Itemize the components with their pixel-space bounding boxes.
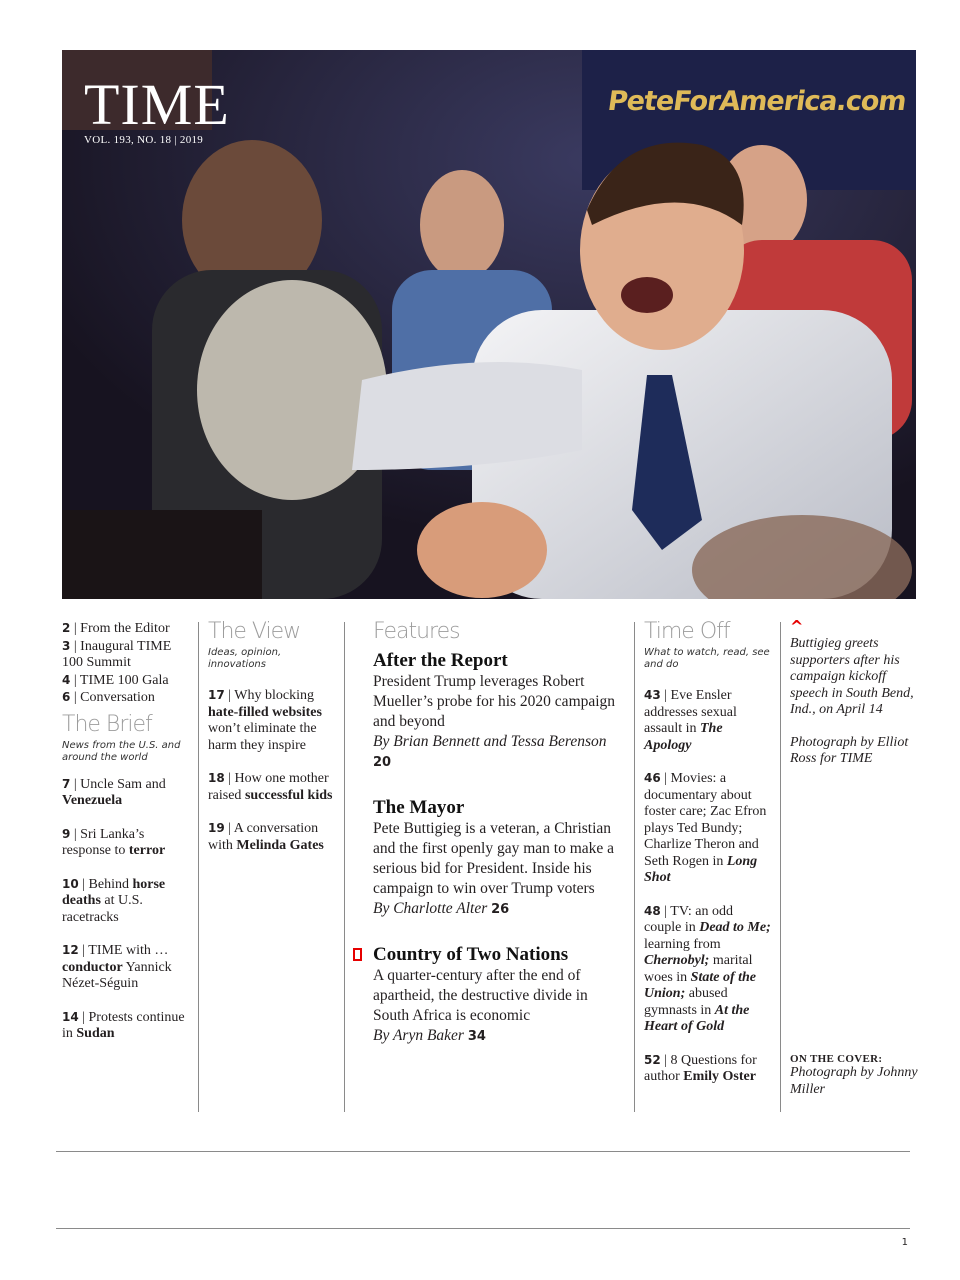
toc-item[interactable]: 6 | Conversation	[62, 690, 155, 705]
caret-up-icon: ^	[790, 617, 804, 636]
toc-item[interactable]: 14 | Protests continue in Sudan	[62, 1009, 185, 1041]
horizontal-rule	[56, 1151, 910, 1152]
toc-item[interactable]: 52 | 8 Questions for author Emily Oster	[644, 1052, 757, 1084]
cover-photo	[62, 50, 916, 599]
masthead	[84, 72, 230, 146]
section-subtitle-view: Ideas, opinion, innovations	[208, 647, 282, 670]
cover-heading: ON THE COVER:	[790, 1053, 883, 1065]
feature-page: 34	[467, 1029, 486, 1044]
toc-item[interactable]: 7 | Uncle Sam and Venezuela	[62, 776, 166, 808]
contents-features	[373, 620, 623, 1047]
cover-credit	[790, 1053, 920, 1098]
feature-dek: President Trump leverages Robert Mueller’s probe for his 2020 campaign and beyond	[373, 673, 616, 730]
toc-item[interactable]: 19 | A conversation with Melinda Gates	[208, 821, 324, 853]
section-subtitle-time-off: What to watch, read, see and do	[644, 647, 770, 670]
section-title-view: The View	[208, 619, 301, 644]
toc-item[interactable]: 2 | From the Editor	[62, 621, 170, 636]
column-divider	[634, 622, 635, 1112]
feature-item[interactable]	[373, 797, 623, 920]
toc-item[interactable]: 46 | Movies: a documentary about foster care; Zac Efron plays Ted Bundy; Charlize Theron and Seth Rogen in Long Shot	[644, 771, 767, 885]
time-logo: TIME	[84, 72, 230, 137]
photo-caption-column	[790, 617, 920, 1100]
section-title-brief: The Brief	[62, 711, 152, 737]
section-subtitle-brief: News from the U.S. and around the world	[62, 739, 181, 763]
feature-headline: Country of Two Nations	[373, 944, 569, 965]
front-list	[62, 620, 192, 707]
toc-item[interactable]: 9 | Sri Lanka’s response to terror	[62, 826, 166, 858]
feature-dek: A quarter-century after the end of apartheid, the destructive divide in South Africa is economic	[373, 967, 588, 1024]
bookmark-marker-icon	[353, 948, 362, 961]
cover-photo-credit: Photograph by Johnny Miller	[790, 1065, 918, 1097]
column-divider	[780, 622, 781, 1112]
contents-time-off	[644, 620, 772, 1086]
photo-credit: Photograph by Elliot Ross for TIME	[790, 734, 909, 766]
section-title-time-off: Time Off	[644, 619, 730, 644]
feature-byline: By Charlotte Alter	[373, 900, 488, 917]
feature-page: 20	[373, 755, 392, 770]
feature-dek: Pete Buttigieg is a veteran, a Christian and the first openly gay man to make a serious bid for President. Inside his campaign to win over Trump voters	[373, 820, 615, 897]
contents-front-and-brief	[62, 620, 192, 1043]
feature-item[interactable]	[373, 944, 623, 1047]
section-title-features: Features	[373, 619, 460, 644]
toc-item[interactable]: 18 | How one mother raised successful kids	[208, 771, 333, 803]
toc-item[interactable]: 4 | TIME 100 Gala	[62, 672, 169, 688]
toc-item[interactable]: 17 | Why blocking hate-filled websites won’t eliminate the harm they inspire	[208, 688, 322, 753]
feature-page: 26	[491, 902, 510, 917]
contents-view	[208, 620, 336, 854]
feature-byline: By Brian Bennett and Tessa Berenson	[373, 733, 607, 750]
campaign-banner-text: PeteForAmerica.com	[606, 86, 909, 117]
column-divider	[344, 622, 345, 1112]
toc-item[interactable]: 43 | Eve Ensler addresses sexual assault in The Apology	[644, 688, 737, 753]
toc-item[interactable]: 48 | TV: an odd couple in Dead to Me; learning from Chernobyl; marital woes in State of the Union; abused gymnasts in At the Heart of Gold	[644, 903, 771, 1034]
toc-item[interactable]: 3 | Inaugural TIME 100 Summit	[62, 638, 172, 670]
photo-caption: Buttigieg greets supporters after his campaign kickoff speech in South Bend, Ind., on April 14	[790, 636, 914, 717]
feature-headline: The Mayor	[373, 797, 465, 818]
horizontal-rule	[56, 1228, 910, 1229]
page-number: 1	[901, 1237, 908, 1248]
feature-headline: After the Report	[373, 650, 508, 671]
column-divider	[198, 622, 199, 1112]
feature-byline: By Aryn Baker	[373, 1027, 464, 1044]
issue-volume: VOL. 193, NO. 18 | 2019	[84, 134, 204, 146]
toc-item[interactable]: 10 | Behind horse deaths at U.S. racetracks	[62, 876, 166, 925]
toc-item[interactable]: 12 | TIME with … conductor Yannick Nézet-Séguin	[62, 943, 172, 991]
feature-item[interactable]	[373, 650, 623, 773]
